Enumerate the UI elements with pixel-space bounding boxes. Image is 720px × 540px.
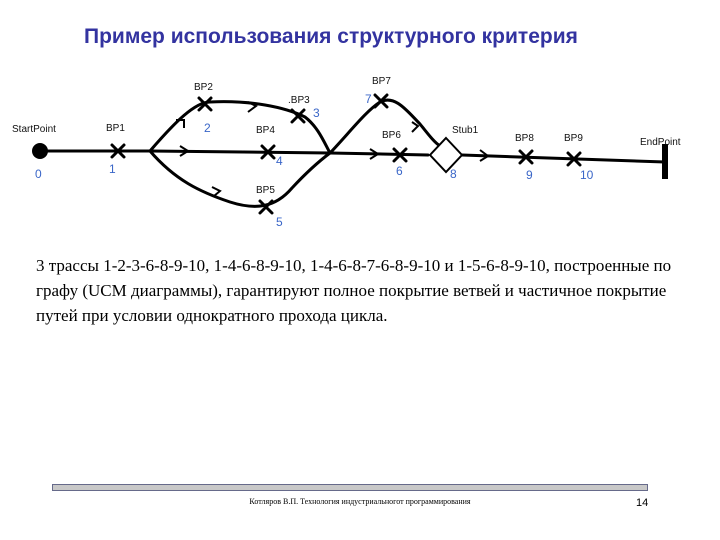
num-8: 8 xyxy=(450,167,457,181)
num-9: 9 xyxy=(526,168,533,182)
label-bp3: .BP3 xyxy=(288,95,310,106)
num-0: 0 xyxy=(35,167,42,181)
num-2: 2 xyxy=(204,121,211,135)
num-3: 3 xyxy=(313,106,320,120)
end-point xyxy=(662,144,668,179)
num-7: 7 xyxy=(365,92,372,106)
label-bp6: BP6 xyxy=(382,130,401,141)
num-5: 5 xyxy=(276,215,283,229)
label-stub: Stub1 xyxy=(452,125,479,136)
label-bp4: BP4 xyxy=(256,125,275,136)
arrow-icon xyxy=(412,122,418,132)
path-bp7-loop xyxy=(330,100,440,153)
label-bp9: BP9 xyxy=(564,133,583,144)
ucm-diagram xyxy=(0,62,720,242)
path-bp4 xyxy=(150,151,330,153)
label-bp8: BP8 xyxy=(515,133,534,144)
num-1: 1 xyxy=(109,162,116,176)
body-paragraph: 3 трассы 1-2-3-6-8-9-10, 1-4-6-8-9-10, 1-4-6-8-7-6-8-9-10 и 1-5-6-8-9-10, построенные по графу (UCM диаграммы), гарантируют полное покрытие ветвей и частичное покрытие путей при условии однократного прохода цикла. xyxy=(36,256,672,325)
label-bp1: BP1 xyxy=(106,123,125,134)
label-end: EndPoint xyxy=(640,137,681,148)
label-bp5: BP5 xyxy=(256,185,275,196)
num-4: 4 xyxy=(276,154,283,168)
slide-title: Пример использования структурного критерия xyxy=(84,25,578,48)
footer-divider xyxy=(52,484,648,491)
label-bp2: BP2 xyxy=(194,82,213,93)
num-6: 6 xyxy=(396,164,403,178)
path-bp5 xyxy=(150,151,330,206)
num-10: 10 xyxy=(580,168,594,182)
path-stub-end xyxy=(462,155,665,162)
footer-author: Котляров В.П. Технология индустриальногот программирования xyxy=(249,497,471,506)
start-point xyxy=(32,143,48,159)
label-bp7: BP7 xyxy=(372,76,391,87)
label-start: StartPoint xyxy=(12,124,56,135)
page-number: 14 xyxy=(636,497,649,509)
